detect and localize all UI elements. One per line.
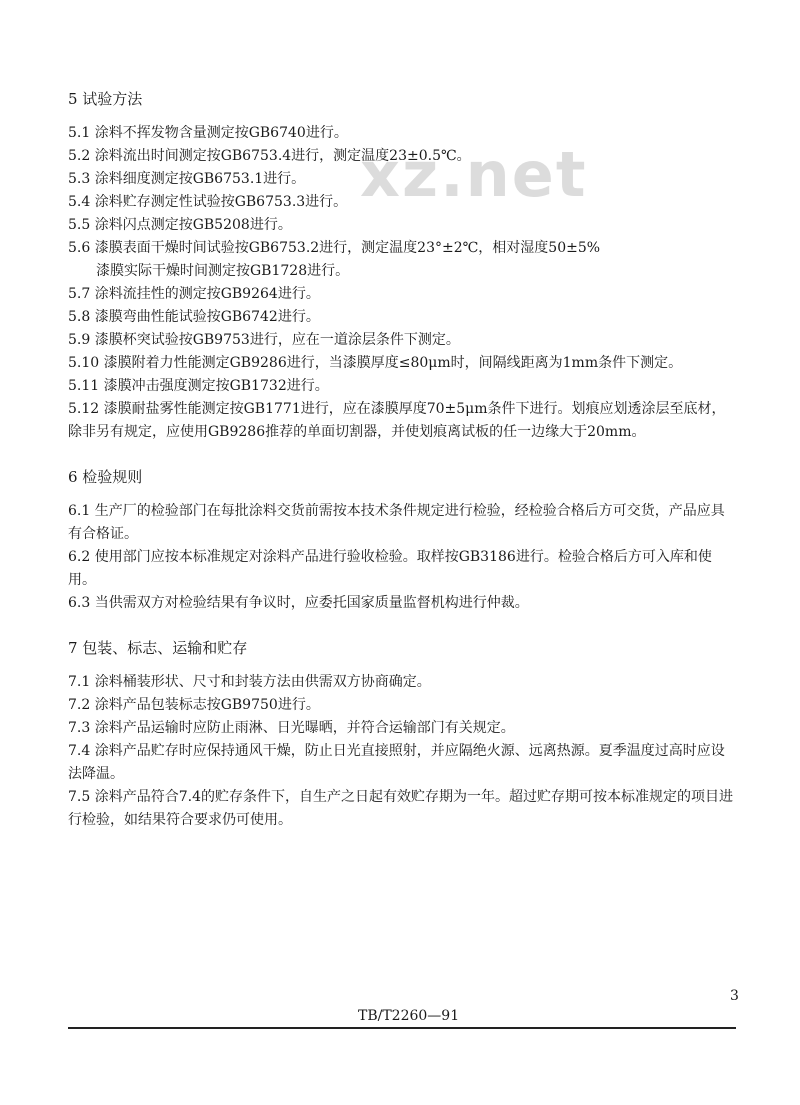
footer-divider <box>68 1027 736 1029</box>
section-6 <box>68 466 738 615</box>
clause-7-2: 7.2 涂料产品包装标志按GB9750进行。 <box>68 697 320 713</box>
clause-7-3: 7.3 涂料产品运输时应防止雨淋、日光曝晒，并符合运输部门有关规定。 <box>68 720 515 736</box>
section-heading: 6 检验规则 <box>68 468 143 486</box>
document-body <box>68 88 738 850</box>
standard-code: TB/T2260—91 <box>358 1008 460 1024</box>
page-number: 3 <box>730 988 739 1004</box>
clause-5-11: 5.11 漆膜冲击强度测定按GB1732进行。 <box>68 378 329 394</box>
clause-5-3: 5.3 涂料细度测定按GB6753.1进行。 <box>68 171 306 187</box>
section-5 <box>68 88 738 444</box>
clause-5-5: 5.5 涂料闪点测定按GB5208进行。 <box>68 217 292 233</box>
clause-5-12: 5.12 漆膜耐盐雾性能测定按GB1771进行，应在漆膜厚度70±5μm条件下进行。划痕应划透涂层至底材，除非另有规定，应使用GB9286推荐的单面切割器，并使划痕离试板的任一边缘大于20mm。 <box>68 401 726 440</box>
clause-7-1: 7.1 涂料桶装形状、尺寸和封装方法由供需双方协商确定。 <box>68 674 431 690</box>
clause-6-3: 6.3 当供需双方对检验结果有争议时，应委托国家质量监督机构进行仲裁。 <box>68 595 529 611</box>
clause-5-10: 5.10 漆膜附着力性能测定GB9286进行，当漆膜厚度≤80μm时，间隔线距离为1mm条件下测定。 <box>68 355 683 371</box>
clause-5-7: 5.7 涂料流挂性的测定按GB9264进行。 <box>68 286 320 302</box>
clause-5-8: 5.8 漆膜弯曲性能试验按GB6742进行。 <box>68 309 320 325</box>
clause-5-9: 5.9 漆膜杯突试验按GB9753进行，应在一道涂层条件下测定。 <box>68 332 460 348</box>
clause-6-2: 6.2 使用部门应按本标准规定对涂料产品进行验收检验。取样按GB3186进行。检验合格后方可入库和使用。 <box>68 549 712 588</box>
clause-7-5: 7.5 涂料产品符合7.4的贮存条件下，自生产之日起有效贮存期为一年。超过贮存期可按本标准规定的项目进行检验，如结果符合要求仍可使用。 <box>68 789 733 828</box>
section-heading: 7 包装、标志、运输和贮存 <box>68 639 248 657</box>
clause-7-4: 7.4 涂料产品贮存时应保持通风干燥，防止日光直接照射，并应隔绝火源、远离热源。夏季温度过高时应设法降温。 <box>68 743 725 782</box>
section-7 <box>68 637 738 832</box>
clause-5-6-continuation: 漆膜实际干燥时间测定按GB1728进行。 <box>96 263 350 279</box>
clause-5-1: 5.1 涂料不挥发物含量测定按GB6740进行。 <box>68 125 348 141</box>
watermark: xz.net <box>360 138 588 211</box>
clause-5-6: 5.6 漆膜表面干燥时间试验按GB6753.2进行，测定温度23°±2℃，相对湿度50±5% <box>68 240 601 256</box>
clause-5-2: 5.2 涂料流出时间测定按GB6753.4进行，测定温度23±0.5℃。 <box>68 148 471 164</box>
clause-5-4: 5.4 涂料贮存测定性试验按GB6753.3进行。 <box>68 194 348 210</box>
section-heading: 5 试验方法 <box>68 90 143 108</box>
clause-6-1: 6.1 生产厂的检验部门在每批涂料交货前需按本技术条件规定进行检验，经检验合格后方可交货，产品应具有合格证。 <box>68 503 725 542</box>
